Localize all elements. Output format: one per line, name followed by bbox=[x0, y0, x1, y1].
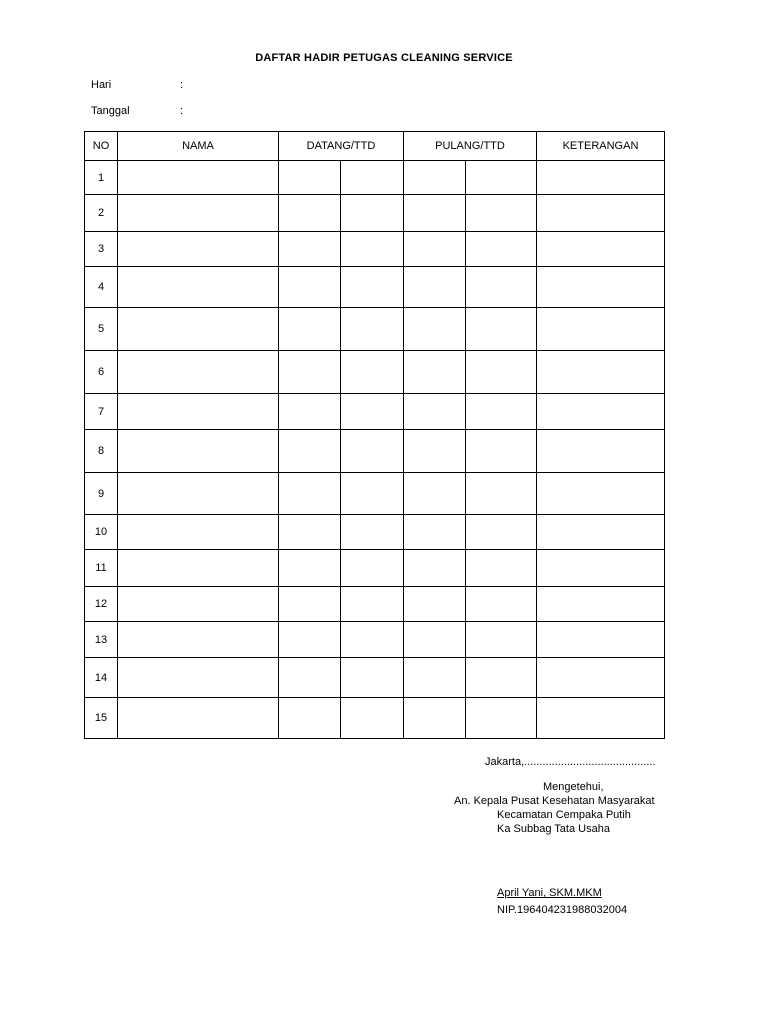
table-row bbox=[85, 232, 665, 267]
table-row bbox=[85, 308, 665, 351]
nama-cell[interactable] bbox=[118, 587, 279, 622]
row-no-cell: 5 bbox=[85, 308, 118, 351]
pulang-cell[interactable] bbox=[404, 515, 466, 550]
pulang-cell[interactable] bbox=[404, 698, 466, 739]
pulang-ttd-cell[interactable] bbox=[466, 658, 537, 698]
keterangan-cell[interactable] bbox=[537, 430, 665, 473]
keterangan-cell[interactable] bbox=[537, 195, 665, 232]
signatory-name: April Yani, SKM.MKM bbox=[497, 887, 602, 899]
pulang-cell[interactable] bbox=[404, 550, 466, 587]
datang-cell[interactable] bbox=[279, 550, 341, 587]
keterangan-cell[interactable] bbox=[537, 698, 665, 739]
datang-cell[interactable] bbox=[279, 394, 341, 430]
datang-ttd-cell[interactable] bbox=[341, 622, 404, 658]
row-no-cell: 10 bbox=[85, 515, 118, 550]
on-behalf-text: An. Kepala Pusat Kesehatan Masyarakat bbox=[454, 795, 655, 807]
row-no-cell: 6 bbox=[85, 351, 118, 394]
row-no-cell: 14 bbox=[85, 658, 118, 698]
keterangan-cell[interactable] bbox=[537, 473, 665, 515]
pulang-ttd-cell[interactable] bbox=[466, 351, 537, 394]
pulang-cell[interactable] bbox=[404, 195, 466, 232]
keterangan-cell[interactable] bbox=[537, 232, 665, 267]
day-colon: : bbox=[180, 79, 184, 91]
row-no-cell: 15 bbox=[85, 698, 118, 739]
pulang-cell[interactable] bbox=[404, 308, 466, 351]
datang-ttd-cell[interactable] bbox=[341, 587, 404, 622]
pulang-cell[interactable] bbox=[404, 232, 466, 267]
pulang-cell[interactable] bbox=[404, 430, 466, 473]
pulang-ttd-cell[interactable] bbox=[466, 550, 537, 587]
pulang-cell[interactable] bbox=[404, 587, 466, 622]
pulang-ttd-cell[interactable] bbox=[466, 698, 537, 739]
document-title: DAFTAR HADIR PETUGAS CLEANING SERVICE bbox=[255, 52, 513, 64]
pulang-cell[interactable] bbox=[404, 161, 466, 195]
datang-cell[interactable] bbox=[279, 587, 341, 622]
datang-ttd-cell[interactable] bbox=[341, 473, 404, 515]
datang-cell[interactable] bbox=[279, 515, 341, 550]
pulang-ttd-cell[interactable] bbox=[466, 232, 537, 267]
pulang-ttd-cell[interactable] bbox=[466, 161, 537, 195]
datang-cell[interactable] bbox=[279, 430, 341, 473]
signatory-nip: NIP.196404231988032004 bbox=[497, 904, 628, 916]
datang-cell[interactable] bbox=[279, 161, 341, 195]
nama-cell[interactable] bbox=[118, 394, 279, 430]
attendance-table bbox=[84, 131, 665, 739]
datang-cell[interactable] bbox=[279, 473, 341, 515]
header-no: NO bbox=[85, 132, 118, 161]
date-colon: : bbox=[180, 105, 184, 117]
day-label: Hari bbox=[91, 79, 112, 91]
row-no-cell: 2 bbox=[85, 195, 118, 232]
pulang-cell[interactable] bbox=[404, 394, 466, 430]
table-row bbox=[85, 587, 665, 622]
nama-cell[interactable] bbox=[118, 351, 279, 394]
datang-ttd-cell[interactable] bbox=[341, 232, 404, 267]
pulang-ttd-cell[interactable] bbox=[466, 430, 537, 473]
row-no-cell: 4 bbox=[85, 267, 118, 308]
row-no-cell: 7 bbox=[85, 394, 118, 430]
datang-cell[interactable] bbox=[279, 308, 341, 351]
pulang-cell[interactable] bbox=[404, 658, 466, 698]
datang-ttd-cell[interactable] bbox=[341, 351, 404, 394]
table-row bbox=[85, 394, 665, 430]
acknowledged-text: Mengetehui, bbox=[543, 781, 604, 793]
nama-cell[interactable] bbox=[118, 267, 279, 308]
date-label: Tanggal bbox=[91, 105, 130, 117]
datang-ttd-cell[interactable] bbox=[341, 515, 404, 550]
pulang-cell[interactable] bbox=[404, 473, 466, 515]
datang-cell[interactable] bbox=[279, 351, 341, 394]
nama-cell[interactable] bbox=[118, 473, 279, 515]
nama-cell[interactable] bbox=[118, 550, 279, 587]
nama-cell[interactable] bbox=[118, 195, 279, 232]
datang-ttd-cell[interactable] bbox=[341, 698, 404, 739]
row-no-cell: 3 bbox=[85, 232, 118, 267]
nama-cell[interactable] bbox=[118, 430, 279, 473]
table-row bbox=[85, 351, 665, 394]
header-datang: DATANG/TTD bbox=[279, 132, 404, 161]
header-pulang: PULANG/TTD bbox=[404, 132, 537, 161]
datang-cell[interactable] bbox=[279, 658, 341, 698]
datang-cell[interactable] bbox=[279, 698, 341, 739]
header-nama: NAMA bbox=[118, 132, 279, 161]
table-row bbox=[85, 161, 665, 195]
row-no-cell: 9 bbox=[85, 473, 118, 515]
row-no-cell: 13 bbox=[85, 622, 118, 658]
datang-ttd-cell[interactable] bbox=[341, 308, 404, 351]
pulang-cell[interactable] bbox=[404, 267, 466, 308]
nama-cell[interactable] bbox=[118, 698, 279, 739]
datang-cell[interactable] bbox=[279, 232, 341, 267]
keterangan-cell[interactable] bbox=[537, 587, 665, 622]
pulang-ttd-cell[interactable] bbox=[466, 622, 537, 658]
table-row bbox=[85, 195, 665, 232]
keterangan-cell[interactable] bbox=[537, 308, 665, 351]
keterangan-cell[interactable] bbox=[537, 394, 665, 430]
nama-cell[interactable] bbox=[118, 622, 279, 658]
row-no-cell: 11 bbox=[85, 550, 118, 587]
place-date-line: Jakarta,........................................... bbox=[485, 756, 656, 768]
header-row bbox=[85, 132, 665, 161]
datang-ttd-cell[interactable] bbox=[341, 161, 404, 195]
table-row bbox=[85, 515, 665, 550]
table-row bbox=[85, 622, 665, 658]
datang-ttd-cell[interactable] bbox=[341, 394, 404, 430]
datang-ttd-cell[interactable] bbox=[341, 550, 404, 587]
row-no-cell: 1 bbox=[85, 161, 118, 195]
nama-cell[interactable] bbox=[118, 308, 279, 351]
row-no-cell: 8 bbox=[85, 430, 118, 473]
nama-cell[interactable] bbox=[118, 161, 279, 195]
header-keterangan: KETERANGAN bbox=[537, 132, 665, 161]
nama-cell[interactable] bbox=[118, 658, 279, 698]
datang-ttd-cell[interactable] bbox=[341, 267, 404, 308]
table-row bbox=[85, 550, 665, 587]
keterangan-cell[interactable] bbox=[537, 622, 665, 658]
keterangan-cell[interactable] bbox=[537, 351, 665, 394]
nama-cell[interactable] bbox=[118, 515, 279, 550]
table-row bbox=[85, 698, 665, 739]
pulang-cell[interactable] bbox=[404, 351, 466, 394]
datang-cell[interactable] bbox=[279, 622, 341, 658]
pulang-cell[interactable] bbox=[404, 622, 466, 658]
table-row bbox=[85, 430, 665, 473]
keterangan-cell[interactable] bbox=[537, 658, 665, 698]
table-row bbox=[85, 267, 665, 308]
table-row bbox=[85, 473, 665, 515]
keterangan-cell[interactable] bbox=[537, 267, 665, 308]
pulang-ttd-cell[interactable] bbox=[466, 394, 537, 430]
pulang-ttd-cell[interactable] bbox=[466, 267, 537, 308]
nama-cell[interactable] bbox=[118, 232, 279, 267]
pulang-ttd-cell[interactable] bbox=[466, 515, 537, 550]
keterangan-cell[interactable] bbox=[537, 515, 665, 550]
pulang-ttd-cell[interactable] bbox=[466, 587, 537, 622]
row-no-cell: 12 bbox=[85, 587, 118, 622]
keterangan-cell[interactable] bbox=[537, 550, 665, 587]
pulang-ttd-cell[interactable] bbox=[466, 473, 537, 515]
pulang-ttd-cell[interactable] bbox=[466, 308, 537, 351]
datang-ttd-cell[interactable] bbox=[341, 658, 404, 698]
datang-cell[interactable] bbox=[279, 195, 341, 232]
position-text: Ka Subbag Tata Usaha bbox=[497, 823, 610, 835]
datang-ttd-cell[interactable] bbox=[341, 195, 404, 232]
district-text: Kecamatan Cempaka Putih bbox=[497, 809, 631, 821]
datang-cell[interactable] bbox=[279, 267, 341, 308]
table-row bbox=[85, 658, 665, 698]
datang-ttd-cell[interactable] bbox=[341, 430, 404, 473]
keterangan-cell[interactable] bbox=[537, 161, 665, 195]
pulang-ttd-cell[interactable] bbox=[466, 195, 537, 232]
